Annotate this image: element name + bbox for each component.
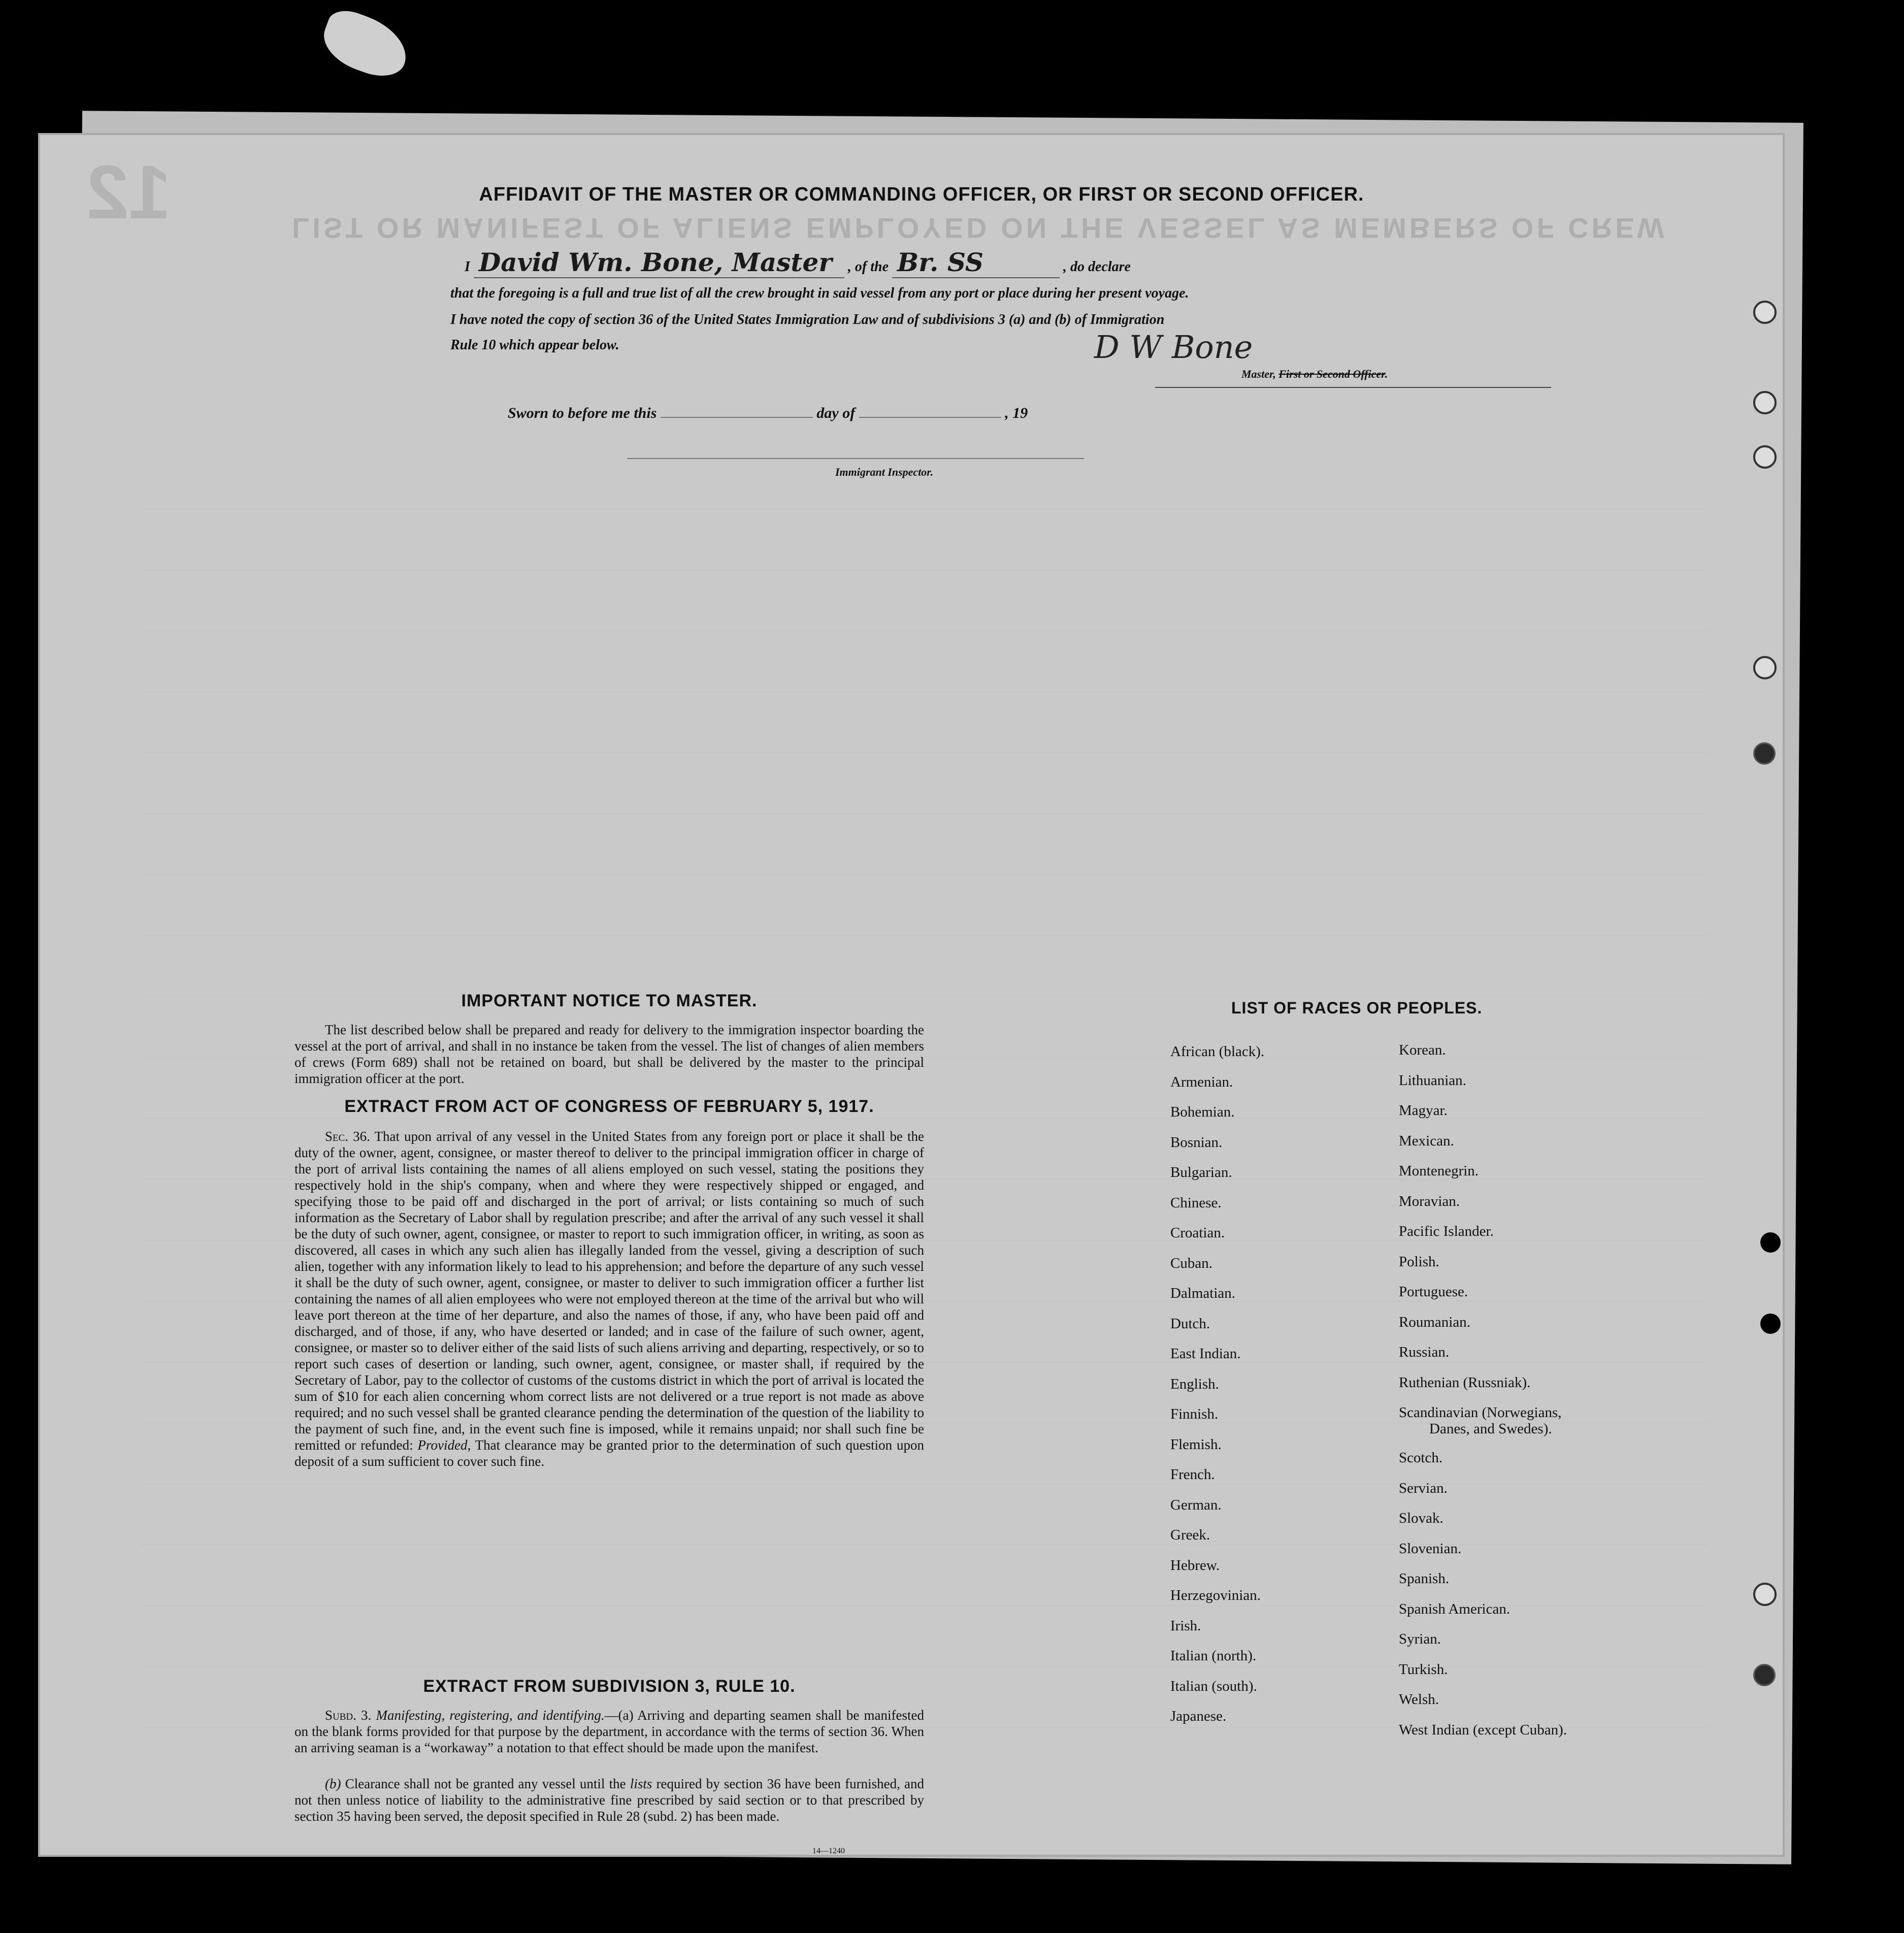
race-entry: Finnish. — [1170, 1406, 1219, 1422]
declaration-suffix: , do declare — [1063, 259, 1131, 275]
subdivision-label: Subd. 3. — [325, 1708, 372, 1723]
officer-end: . — [1385, 368, 1388, 380]
race-entry: Servian. — [1399, 1480, 1448, 1496]
bleed-through-heading: LIST OR MANIFEST OF ALIENS EMPLOYED ON THE VESSEL AS MEMBERS OF CREW — [292, 212, 1667, 244]
bleed-through-rule — [140, 1118, 1709, 1119]
race-entry: Italian (north). — [1170, 1648, 1257, 1664]
punch-hole — [1753, 1664, 1776, 1686]
paper-fragment — [316, 5, 415, 84]
race-entry: Korean. — [1399, 1042, 1446, 1058]
day-of-text: day of — [816, 405, 856, 421]
race-entry: Danes, and Swedes). — [1429, 1421, 1552, 1437]
signature-line — [1155, 387, 1551, 388]
bleed-through-page-mark: 12 — [86, 149, 171, 235]
race-entry: Flemish. — [1170, 1436, 1222, 1453]
race-entry: Syrian. — [1399, 1631, 1441, 1647]
notice-title: IMPORTANT NOTICE TO MASTER. — [461, 991, 758, 1010]
race-entry: Russian. — [1399, 1344, 1450, 1360]
race-entry: Magyar. — [1399, 1102, 1448, 1119]
race-entry: Turkish. — [1399, 1661, 1448, 1678]
punch-hole — [1753, 445, 1777, 469]
race-entry: Pacific Islander. — [1399, 1223, 1494, 1239]
subdivision-heading: Manifesting, registering, and identifying. — [376, 1708, 605, 1723]
race-entry: Ruthenian (Russniak). — [1399, 1374, 1531, 1391]
master-name-field: David Wm. Bone, Master — [474, 247, 844, 278]
punch-hole — [1753, 742, 1776, 765]
race-entry: Polish. — [1399, 1253, 1439, 1270]
proviso-text: That clearance may be granted prior to the determination of such question upon deposit of a sum sufficient to cover such fine. — [294, 1437, 925, 1469]
rule-subdivision-a — [294, 1707, 924, 1756]
rule-subdivision-b — [294, 1776, 924, 1824]
document-page — [38, 133, 1785, 1857]
races-title: LIST OF RACES OR PEOPLES. — [1231, 999, 1483, 1017]
act-extract-paragraph — [294, 1128, 924, 1469]
inspector-label: Immigrant Inspector. — [835, 466, 934, 478]
race-entry: African (black). — [1170, 1043, 1265, 1060]
punch-hole — [1753, 301, 1777, 324]
race-entry: Scandinavian (Norwegians, — [1399, 1404, 1562, 1421]
race-entry: French. — [1170, 1466, 1215, 1483]
race-entry: Herzegovinian. — [1170, 1587, 1261, 1603]
notice-paragraph — [294, 1022, 924, 1087]
proviso-word: Provided, — [417, 1437, 471, 1453]
race-entry: English. — [1170, 1375, 1219, 1392]
race-entry: Armenian. — [1170, 1073, 1233, 1090]
race-entry: Dalmatian. — [1170, 1285, 1236, 1301]
bleed-through-rule — [140, 1666, 1709, 1667]
declaration-prefix: I — [465, 259, 470, 275]
sworn-text: Sworn to before me this — [508, 405, 657, 421]
year-prefix-text: , 19 — [1005, 405, 1028, 421]
officer-designation — [1241, 368, 1388, 381]
section-36-text: That upon arrival of any vessel in the United States from any foreign port or place it shall be the duty of the owner, agent, consignee, or master thereof to deliver to the principal immigration officer in charge of the port of arrival lists containing the names of all aliens employed on such vessel, stating the positions they respectively hold in the ship's company, when and where they were respectively shipped or engaged, and specifying those to be paid off and discharged in the port of arrival; or lists containing so much of such information as the Secretary of Labor shall by regulation prescribe; and after the arrival of any such vessel it shall be the duty of such owner, agent, consignee, or master to report to such immigration officer, in writing, as soon as discovered, all cases in which any such alien has illegally landed from the vessel, giving a description of such alien, together with any information likely to lead to his apprehension; and before the departure of any such vessel it shall be the duty of such owner, agent, consignee, or master to deliver to such immigration officer a further list containing the names of all alien employees who were not employed thereon at the time of the arrival but who will leave port thereon at the time of her departure, and also the names of those, if any, who have been paid off and discharged, and of those, if any, who have deserted or landed; and in case of the failure of such owner, agent, consignee, or master so to deliver either of the said lists of such aliens arriving and departing, respectively, or so to report such cases of desertion or landing, such owner, agent, consignee, or master shall, if required by the Secretary of Labor, pay to the collector of customs of the customs district in which the port of arrival is located the sum of $10 for each alien concerning whom correct lists are not delivered or a true report is not made as above required; and no such vessel shall be granted clearance pending the determination of the question of the liability to the payment of such fine, and, in the event such fine is imposed, while it remains unpaid; nor shall such fine be remitted or refunded: — [294, 1129, 925, 1453]
punch-hole — [1753, 1583, 1777, 1606]
race-entry: Slovenian. — [1399, 1540, 1462, 1557]
vessel-field: Br. SS — [892, 247, 1060, 278]
subdivision-a-text: —(a) Arriving and departing seamen shall be manifested on the blank forms provided for that purpose by the department, in accordance with the terms of section 36. When an arriving seaman is a “workaway” a notation to that effect should be made upon the manifest. — [294, 1708, 924, 1755]
race-entry: Cuban. — [1170, 1255, 1212, 1271]
act-extract-title: EXTRACT FROM ACT OF CONGRESS OF FEBRUARY 5, 1917. — [344, 1097, 874, 1116]
inspector-signature-line — [627, 458, 1084, 459]
race-entry: Lithuanian. — [1399, 1072, 1466, 1089]
bleed-through-rule — [140, 935, 1709, 936]
subdivision-b-italic: lists — [630, 1776, 652, 1791]
punch-hole — [1753, 391, 1777, 414]
punch-hole — [1753, 656, 1777, 679]
punch-hole — [1760, 1232, 1781, 1253]
sworn-line — [508, 405, 1028, 422]
race-entry: Welsh. — [1399, 1691, 1439, 1708]
bleed-through-rule — [140, 813, 1709, 814]
race-entry: Moravian. — [1399, 1193, 1460, 1209]
declaration-line-4: Rule 10 which appear below. — [450, 337, 619, 353]
form-number: 14—1240 — [812, 1847, 845, 1855]
race-entry: Japanese. — [1170, 1708, 1227, 1724]
race-entry: Italian (south). — [1170, 1678, 1257, 1694]
race-entry: Spanish. — [1399, 1570, 1450, 1587]
rule-extract-title: EXTRACT FROM SUBDIVISION 3, RULE 10. — [423, 1677, 796, 1696]
race-entry: Portuguese. — [1399, 1284, 1468, 1300]
declaration-line-1 — [465, 247, 1131, 278]
subdivision-b-text-1: Clearance shall not be granted any vessel until the — [345, 1776, 626, 1791]
punch-hole — [1760, 1314, 1781, 1334]
bleed-through-rule — [140, 874, 1709, 875]
bleed-through-rule — [140, 752, 1709, 753]
declaration-line-2: that the foregoing is a full and true list of all the crew brought in said vessel from any port or place during her present voyage. — [450, 285, 1189, 301]
race-entry: Hebrew. — [1170, 1557, 1220, 1574]
race-entry: Greek. — [1170, 1527, 1210, 1543]
officer-struck-text: First or Second Officer — [1278, 368, 1385, 380]
race-entry: Chinese. — [1170, 1194, 1222, 1211]
race-entry: Bosnian. — [1170, 1134, 1223, 1151]
race-entry: West Indian (except Cuban). — [1399, 1721, 1567, 1738]
subdivision-b-label: (b) — [325, 1776, 341, 1791]
race-entry: Scotch. — [1399, 1450, 1443, 1466]
race-entry: Montenegrin. — [1399, 1163, 1479, 1179]
declaration-mid: , of the — [847, 259, 889, 275]
affidavit-heading: AFFIDAVIT OF THE MASTER OR COMMANDING OFFICER, OR FIRST OR SECOND OFFICER. — [479, 184, 1364, 205]
race-entry: Croatian. — [1170, 1225, 1225, 1241]
race-entry: East Indian. — [1170, 1346, 1241, 1362]
officer-master: Master, — [1241, 368, 1276, 380]
race-entry: Slovak. — [1399, 1510, 1443, 1526]
race-entry: Mexican. — [1399, 1132, 1454, 1149]
declaration-line-3: I have noted the copy of section 36 of the United States Immigration Law and of subdivisions 3 (a) and (b) of Immigration — [450, 312, 1165, 327]
race-entry: German. — [1170, 1496, 1222, 1513]
sworn-month-blank — [859, 417, 1001, 418]
race-entry: Dutch. — [1170, 1315, 1210, 1332]
subdivision-b-text-2: required by section 36 have been furnished, and not then unless notice of liability to the administrative fine prescribed by said section or to that prescribed by section 35 having been served, the deposit specified in Rule 28 (subd. 2) has been made. — [294, 1776, 925, 1824]
race-entry: Bulgarian. — [1170, 1164, 1232, 1181]
race-entry: Irish. — [1170, 1617, 1201, 1634]
master-signature: D W Bone — [1094, 329, 1253, 366]
notice-text: The list described below shall be prepared and ready for delivery to the immigration inspector boarding the vessel at the port of arrival, and shall in no instance be taken from the vessel. The list of changes of alien members of crews (Form 689) shall not be retained on board, but shall be delivered by the master to the principal immigration officer at the port. — [294, 1022, 924, 1086]
race-entry: Roumanian. — [1399, 1314, 1470, 1330]
sworn-day-blank — [661, 417, 813, 418]
section-label: Sec. 36. — [325, 1129, 370, 1144]
race-entry: Bohemian. — [1170, 1104, 1235, 1120]
race-entry: Spanish American. — [1399, 1600, 1511, 1617]
